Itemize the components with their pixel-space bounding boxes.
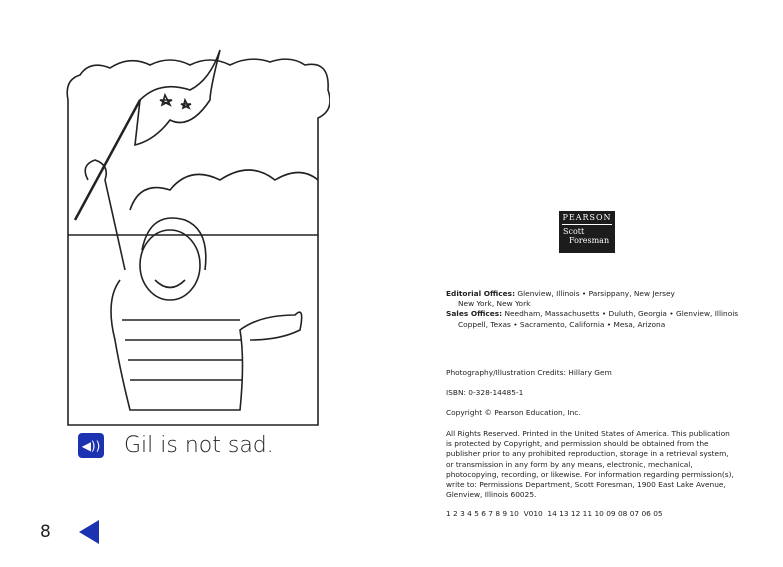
speaker-icon[interactable]: ◀)) [78, 433, 104, 458]
rights-statement: All Rights Reserved. Printed in the United States of America. This publication is protected by Copyright, and permission should be obtained from the publisher prior to any prohibited reproduction, storage in a retrieval system, or transmission in any form by any means, electronic, mechanical, photocopying, recording, or likewise. For information regarding permission(s), write to: Permissions Department, Scott Foresman, 1900 East Lake Avenue, Glenview, Illinois 60025. [446, 429, 734, 500]
editorial-1: Glenview, Illinois • Parsippany, New Jersey [515, 289, 675, 298]
story-sentence [78, 433, 274, 458]
isbn: ISBN: 0-328-14485-1 [446, 388, 524, 397]
logo-scott: Scott [563, 227, 585, 236]
editorial-label: Editorial Offices: [446, 289, 516, 298]
sales-1: Needham, Massachusetts • Duluth, Georgia • Glenview, Illinois [502, 309, 739, 319]
sales-label: Sales Offices: [446, 309, 503, 319]
logo-divider [562, 224, 612, 225]
printing-line: 1 2 3 4 5 6 7 8 9 10 V010 14 13 12 11 10 09 08 07 06 05 [446, 509, 663, 518]
page-number: 8 [40, 522, 51, 542]
sentence-text: Gil is not sad. [124, 433, 274, 458]
copyright: Copyright © Pearson Education, Inc. [446, 408, 581, 417]
publisher-logo [559, 211, 615, 253]
sales-2: Coppell, Texas • Sacramento, California • Mesa, Arizona [458, 319, 666, 329]
credits: Photography/Illustration Credits: Hillary Gem [446, 368, 612, 377]
logo-pearson: PEARSON [562, 213, 612, 222]
office-info [446, 289, 746, 330]
editorial-2: New York, New York [458, 299, 531, 309]
back-button[interactable] [79, 520, 99, 544]
boy-flag-illustration [60, 40, 330, 430]
logo-foresman: Foresman [569, 236, 610, 245]
